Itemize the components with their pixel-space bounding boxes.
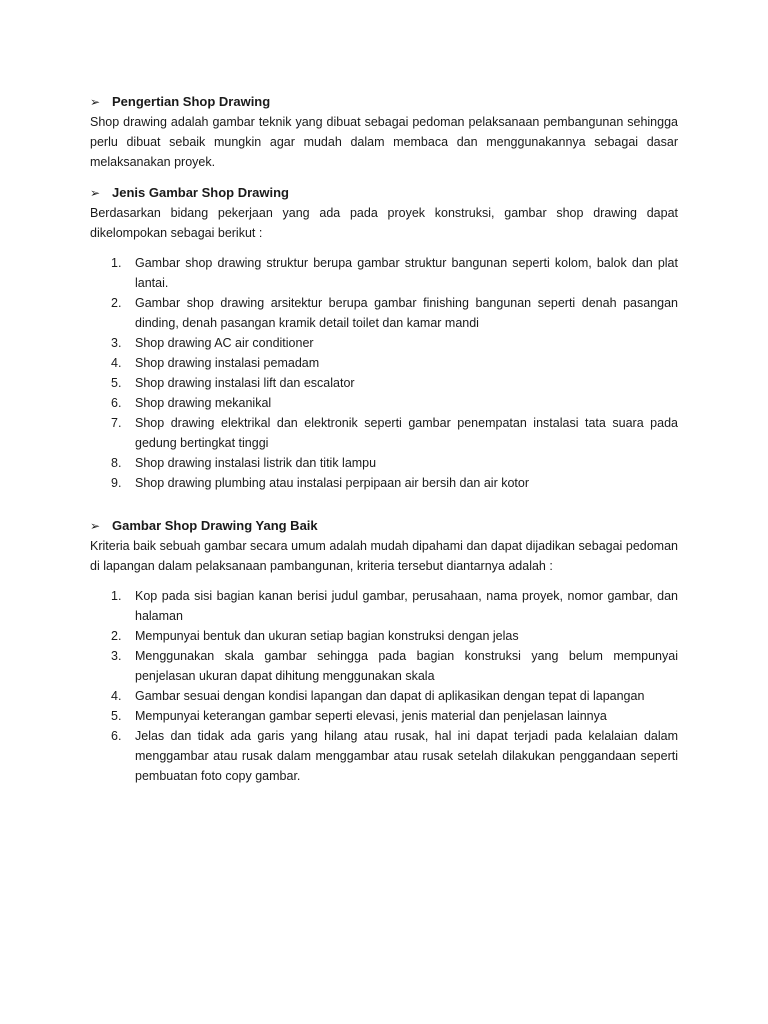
list-item-text: Gambar shop drawing arsitektur berupa gambar finishing bangunan seperti denah pasangan dinding, denah pasangan kramik detail toilet dan kamar mandi [135, 296, 678, 330]
arrow-bullet-icon: ➢ [90, 95, 101, 109]
section-jenis-gambar [90, 183, 678, 493]
numbered-list [90, 586, 678, 786]
list-item-text: Mempunyai bentuk dan ukuran setiap bagian konstruksi dengan jelas [135, 629, 519, 643]
section-heading [90, 183, 678, 203]
list-item [90, 333, 678, 353]
list-item [90, 706, 678, 726]
list-item [90, 626, 678, 646]
section-heading-text: Jenis Gambar Shop Drawing [112, 185, 289, 200]
list-number: 4. [111, 689, 122, 703]
arrow-bullet-icon: ➢ [90, 186, 101, 200]
document-content [90, 92, 678, 797]
list-item [90, 726, 678, 786]
section-gambar-baik [90, 516, 678, 786]
list-item [90, 293, 678, 333]
list-item-text: Mempunyai keterangan gambar seperti elevasi, jenis material dan penjelasan lainnya [135, 709, 607, 723]
list-number: 6. [111, 396, 122, 410]
list-item-text: Shop drawing plumbing atau instalasi perpipaan air bersih dan air kotor [135, 476, 529, 490]
section-heading-text: Pengertian Shop Drawing [112, 94, 271, 109]
list-item-text: Shop drawing instalasi lift dan escalator [135, 376, 355, 390]
list-number: 1. [111, 589, 122, 603]
list-item-text: Shop drawing instalasi pemadam [135, 356, 320, 370]
list-number: 3. [111, 649, 122, 663]
list-item [90, 393, 678, 413]
numbered-list [90, 253, 678, 493]
list-item-text: Gambar sesuai dengan kondisi lapangan dan dapat di aplikasikan dengan tepat di lapangan [135, 689, 645, 703]
list-item [90, 353, 678, 373]
list-item [90, 646, 678, 686]
section-heading [90, 516, 678, 536]
list-item [90, 586, 678, 626]
list-number: 4. [111, 356, 122, 370]
list-item [90, 453, 678, 473]
list-item-text: Menggunakan skala gambar sehingga pada bagian konstruksi yang belum mempunyai penjelasan ukuran dapat dihitung menggunakan skala [135, 649, 678, 683]
list-number: 1. [111, 256, 122, 270]
list-item [90, 373, 678, 393]
section-paragraph: Berdasarkan bidang pekerjaan yang ada pada proyek konstruksi, gambar shop drawing dapat dikelompokan sebagai berikut : [90, 206, 678, 240]
list-item-text: Shop drawing AC air conditioner [135, 336, 314, 350]
list-number: 5. [111, 709, 122, 723]
list-number: 7. [111, 416, 122, 430]
list-item-text: Shop drawing elektrikal dan elektronik seperti gambar penempatan instalasi tata suara pada gedung bertingkat tinggi [135, 416, 678, 450]
list-number: 3. [111, 336, 122, 350]
list-number: 6. [111, 729, 122, 743]
list-number: 9. [111, 476, 122, 490]
list-number: 8. [111, 456, 122, 470]
list-item-text: Jelas dan tidak ada garis yang hilang atau rusak, hal ini dapat terjadi pada kelalaian dalam menggambar atau rusak dalam menggambar atau rusak setelah dilakukan penggandaan seperti pembuatan foto copy gambar. [135, 729, 678, 783]
section-paragraph: Shop drawing adalah gambar teknik yang dibuat sebagai pedoman pelaksanaan pembangunan sehingga perlu dibuat sebaik mungkin agar mudah dalam membaca dan menggunakannya sebagai dasar melaksanakan proyek. [90, 115, 678, 169]
list-item [90, 253, 678, 293]
section-paragraph: Kriteria baik sebuah gambar secara umum adalah mudah dipahami dan dapat dijadikan sebagai pedoman di lapangan dalam pelaksanaan pambangunan, kriteria tersebut diantarnya adalah : [90, 539, 678, 573]
list-number: 2. [111, 629, 122, 643]
list-item-text: Shop drawing instalasi listrik dan titik lampu [135, 456, 377, 470]
list-item [90, 473, 678, 493]
list-item-text: Shop drawing mekanikal [135, 396, 272, 410]
list-item [90, 686, 678, 706]
list-item-text: Kop pada sisi bagian kanan berisi judul gambar, perusahaan, nama proyek, nomor gambar, dan halaman [135, 589, 678, 623]
section-pengertian [90, 92, 678, 172]
arrow-bullet-icon: ➢ [90, 519, 101, 533]
section-heading [90, 92, 678, 112]
list-item-text: Gambar shop drawing struktur berupa gambar struktur bangunan seperti kolom, balok dan plat lantai. [135, 256, 678, 290]
list-number: 2. [111, 296, 122, 310]
list-number: 5. [111, 376, 122, 390]
section-heading-text: Gambar Shop Drawing Yang Baik [112, 518, 318, 533]
list-item [90, 413, 678, 453]
